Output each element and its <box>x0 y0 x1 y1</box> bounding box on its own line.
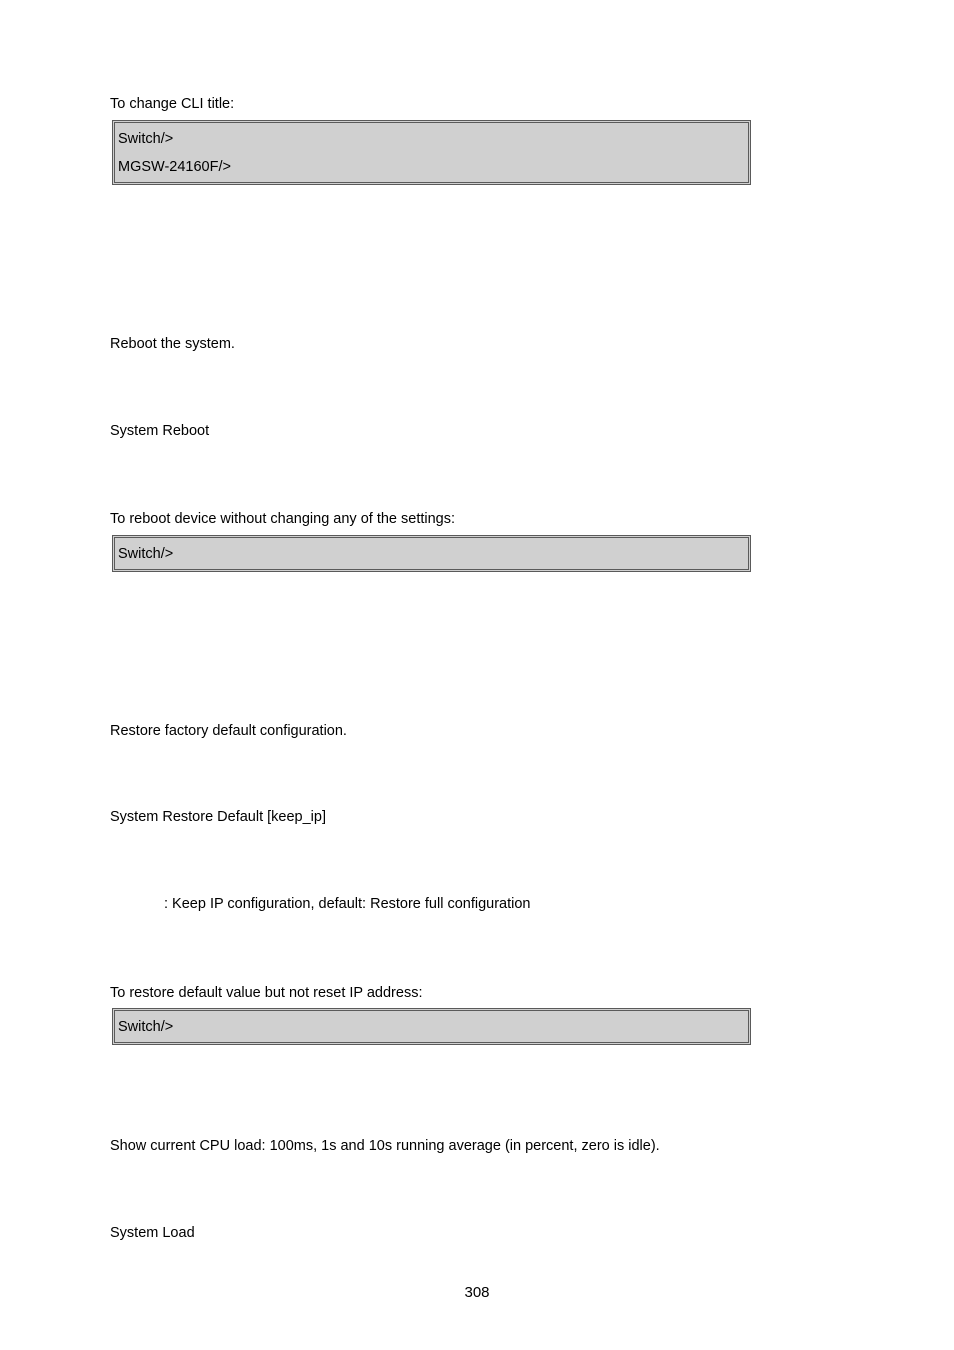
load-syntax: System Load <box>110 1225 195 1241</box>
cli-title-example-label: To change CLI title: <box>110 96 235 112</box>
reboot-example-label: To reboot device without changing any of the settings: <box>110 511 455 527</box>
reboot-code-box <box>112 535 751 572</box>
cli-title-code-box <box>112 120 751 185</box>
load-description: Show current CPU load: 100ms, 1s and 10s running average (in percent, zero is idle). <box>110 1138 660 1154</box>
restore-example-label: To restore default value but not reset IP address: <box>110 985 423 1001</box>
code-line: Switch/> <box>118 131 174 147</box>
restore-description: Restore factory default configuration. <box>110 723 347 739</box>
restore-syntax: System Restore Default [keep_ip] <box>110 809 326 825</box>
code-line: MGSW-24160F/> <box>118 159 231 175</box>
reboot-description: Reboot the system. <box>110 336 235 352</box>
restore-code-box <box>112 1008 751 1045</box>
restore-parameter-description: : Keep IP configuration, default: Restore full configuration <box>164 896 531 912</box>
code-line: Switch/> <box>118 1019 174 1035</box>
code-line: Switch/> <box>118 546 174 562</box>
page-number: 308 <box>464 1284 490 1301</box>
reboot-syntax: System Reboot <box>110 423 210 439</box>
